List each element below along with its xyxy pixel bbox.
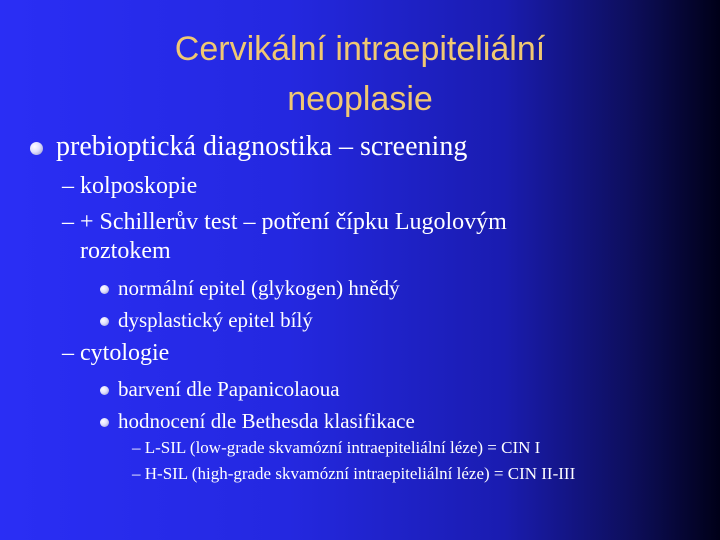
level4-item-hsil: – H-SIL (high-grade skvamózní intraepiteliální léze) = CIN II-III — [132, 464, 576, 483]
sub-item-schiller-test-cont: roztokem — [80, 238, 171, 264]
sub-item-cytologie: – cytologie — [62, 340, 170, 366]
sub-sub-item-dysplasticky-epitel: dysplastický epitel bílý — [118, 308, 313, 332]
slide-title-line-2: neoplasie — [287, 80, 433, 118]
level4-item-lsil: – L-SIL (low-grade skvamózní intraepiteliální léze) = CIN I — [132, 438, 541, 457]
sub-sub-item-normalni-epitel: normální epitel (glykogen) hnědý — [118, 276, 400, 300]
round-bullet-icon — [100, 317, 109, 326]
sub-sub-item-bethesda: hodnocení dle Bethesda klasifikace — [118, 409, 415, 433]
bullet-screening: prebioptická diagnostika – screening — [56, 131, 468, 162]
sub-item-kolposkopie: – kolposkopie — [62, 173, 198, 199]
round-bullet-icon — [30, 142, 43, 155]
round-bullet-icon — [100, 285, 109, 294]
round-bullet-icon — [100, 386, 109, 395]
slide-title-line-1: Cervikální intraepiteliální — [174, 30, 546, 68]
sub-item-schiller-test: – + Schillerův test – potření čípku Lugolovým — [62, 209, 507, 235]
round-bullet-icon — [100, 418, 109, 427]
sub-sub-item-papanicolaou: barvení dle Papanicolaoua — [118, 377, 340, 401]
